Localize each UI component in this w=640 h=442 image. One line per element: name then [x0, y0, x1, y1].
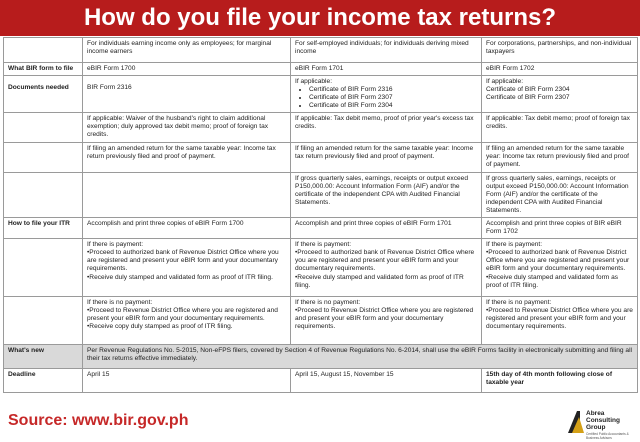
- payment-intro: If there is payment:: [486, 241, 543, 249]
- form-row: [4, 63, 638, 76]
- page-title: How do you file your income tax returns?: [0, 0, 640, 36]
- list-item: •Receive duly stamped and validated form as proof of ITR filing.: [486, 273, 619, 289]
- header-corporations: For corporations, partnerships, and non-individual taxpayers: [482, 38, 638, 63]
- documents-row-2: [4, 113, 638, 143]
- list-item: •Receive copy duly stamped as proof of ITR filing.: [87, 323, 233, 331]
- how-row-payment: [4, 239, 638, 297]
- documents-row-3: [4, 143, 638, 173]
- how-r1c1: Accomplish and print three copies of eBIR Form 1700: [83, 218, 291, 239]
- how-row-1: [4, 218, 638, 239]
- how-r1c3: Accomplish and print three copies of BIR eBIR Form 1702: [482, 218, 638, 239]
- list-item: •Receive duly stamped and validated form as proof of ITR filing.: [87, 273, 273, 281]
- documents-r2c3: If applicable: Tax debit memo; proof of foreign tax credits.: [482, 113, 638, 143]
- list-item: •Proceed to authorized bank of Revenue District Office where you are registered and present your eBIR form and your documentary requirements.: [87, 249, 279, 273]
- whats-new-label: What's new: [4, 345, 83, 369]
- header-self-employed: For self-employed individuals; for individuals deriving mixed income: [291, 38, 482, 63]
- documents-label: Documents needed: [4, 76, 83, 113]
- how-pay-c3: [482, 239, 638, 297]
- whats-new-row: [4, 345, 638, 369]
- documents-r1c3-intro: If applicable:: [486, 78, 524, 86]
- documents-r1c2: [291, 76, 482, 113]
- no-payment-intro: If there is no payment:: [486, 299, 552, 307]
- abrea-logo: [566, 409, 628, 439]
- how-r1c2: Accomplish and print three copies of eBIR Form 1701: [291, 218, 482, 239]
- list-item: • Certificate of BIR Form 2316: [309, 86, 477, 94]
- deadline-label: Deadline: [4, 369, 83, 393]
- form-c3: eBIR Form 1702: [482, 63, 638, 76]
- payment-intro: If there is payment:: [295, 241, 352, 249]
- deadline-c1: April 15: [83, 369, 291, 393]
- deadline-c2: April 15, August 15, November 15: [291, 369, 482, 393]
- no-payment-intro: If there is no payment:: [87, 299, 153, 307]
- documents-r1c2-intro: If applicable:: [295, 78, 333, 86]
- how-label: How to file your ITR: [4, 218, 83, 239]
- list-item: Certificate of BIR Form 2304: [486, 86, 570, 94]
- how-pay-c1: [83, 239, 291, 297]
- tax-filing-table: [3, 37, 638, 393]
- documents-r2c2: If applicable: Tax debit memo, proof of prior year's excess tax credits.: [291, 113, 482, 143]
- list-item: •Proceed to authorized bank of Revenue District Office where you are registered and present your eBIR form and your documentary requirements.: [486, 249, 630, 273]
- how-nopay-c2: [291, 297, 482, 345]
- deadline-row: [4, 369, 638, 393]
- how-row-no-payment: [4, 297, 638, 345]
- list-item: • Certificate of BIR Form 2304: [309, 102, 477, 110]
- empty-cell: [4, 173, 83, 218]
- list-item: •Proceed to authorized bank of Revenue District Office where you are registered and present your eBIR form and your documentary requirements.: [295, 249, 475, 273]
- documents-r1c1: BIR Form 2316: [83, 76, 291, 113]
- list-item: •Receive duly stamped and validated form as proof of ITR filing.: [295, 273, 464, 289]
- documents-r4c3: If gross quarterly sales, earnings, receipts or output exceed P150,000.00: Account Information Form (AIF) and/or the certificate of the independent CPA with Audited Financial Statements.: [482, 173, 638, 218]
- how-nopay-c3: [482, 297, 638, 345]
- empty-cell: [4, 143, 83, 173]
- form-row-label: What BIR form to file: [4, 63, 83, 76]
- abrea-logo-icon: [566, 409, 586, 435]
- list-item: Certificate of BIR Form 2307: [486, 94, 570, 102]
- empty-cell: [4, 297, 83, 345]
- form-c1: eBIR Form 1700: [83, 63, 291, 76]
- empty-cell: [4, 239, 83, 297]
- source-text: Source: www.bir.gov.ph: [8, 412, 189, 429]
- documents-r2c1: If applicable: Waiver of the husband's right to claim additional exemption; duly approved tax debit memo; proof of foreign tax credits.: [83, 113, 291, 143]
- list-item: • Certificate of BIR Form 2307: [309, 94, 477, 102]
- whats-new-text: Per Revenue Regulations No. 5-2015, Non-eFPS filers, covered by Section 4 of Revenue Regulations No. 6-2014, shall use the eBIR Forms facility in electronically submitting and filing all their tax returns effective immediately.: [83, 345, 638, 369]
- logo-name: Abrea Consulting Group: [586, 410, 620, 431]
- deadline-c3: 15th day of 4th month following close of taxable year: [482, 369, 638, 393]
- empty-cell: [83, 173, 291, 218]
- payment-intro: If there is payment:: [87, 241, 144, 249]
- header-employees: For individuals earning income only as employees; for marginal income earners: [83, 38, 291, 63]
- documents-row-1: [4, 76, 638, 113]
- documents-r3c3: If filing an amended return for the same taxable year: Income tax return previously filed and proof of payment.: [482, 143, 638, 173]
- no-payment-intro: If there is no payment:: [295, 299, 361, 307]
- documents-row-4: [4, 173, 638, 218]
- documents-r1c3: [482, 76, 638, 113]
- form-c2: eBIR Form 1701: [291, 63, 482, 76]
- logo-tagline: Certified Public Accountants & Business Advisors: [586, 432, 629, 440]
- empty-cell: [4, 113, 83, 143]
- list-item: •Proceed to Revenue District Office where you are registered and present your eBIR form and your documentary requirements.: [87, 307, 278, 323]
- documents-r4c2: If gross quarterly sales, earnings, receipts or output exceed P150,000.00: Account Information Form (AIF) and/or the certificate of the independent CPA with Audited Financial Statements.: [291, 173, 482, 218]
- documents-r3c1: If filing an amended return for the same taxable year: Income tax return previously filed and proof of payment.: [83, 143, 291, 173]
- list-item: •Proceed to Revenue District Office where you are registered and present your eBIR form and your documentary requirements.: [486, 307, 633, 331]
- how-pay-c2: [291, 239, 482, 297]
- table-header-row: [4, 38, 638, 63]
- list-item: •Proceed to Revenue District Office where you are registered and present your eBIR form and your documentary requirements.: [295, 307, 474, 331]
- how-nopay-c1: [83, 297, 291, 345]
- header-empty-cell: [4, 38, 83, 63]
- documents-r3c2: If filing an amended return for the same taxable year: Income tax return previously filed and proof of payment.: [291, 143, 482, 173]
